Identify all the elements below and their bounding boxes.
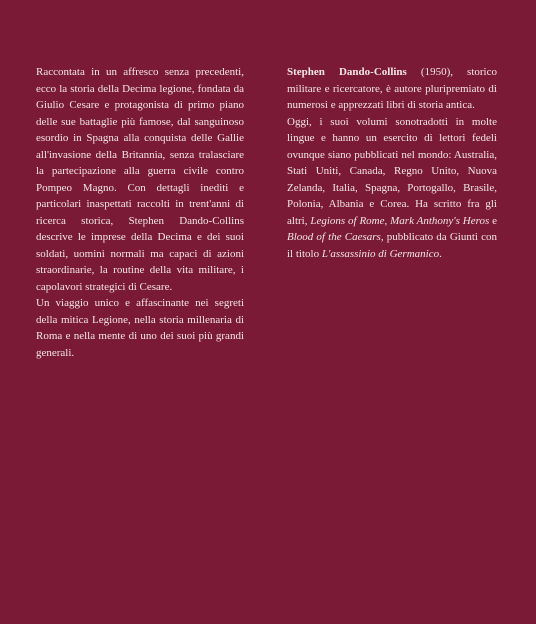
description-paragraph: Un viaggio unico e affascinante nei segreti della mitica Legione, nella storia millenaria di Roma e nella mente di uno dei suoi più grandi generali. [36, 297, 244, 359]
book-description [36, 64, 244, 361]
book-title: Mark Anthony's Heros [390, 214, 490, 227]
author-bio-text: . [439, 247, 442, 260]
author-bio-paragraph [287, 64, 497, 114]
separator: e [489, 214, 497, 227]
book-title: L'assassinio di Germanico [321, 247, 440, 260]
book-title: Blood of the Caesars [287, 231, 381, 243]
author-bio [287, 64, 497, 262]
author-bio-paragraph [287, 114, 497, 263]
separator: , [384, 214, 391, 227]
author-bio-text: (1950), storico militare e ricercatore, è autore pluripremiato di numerosi e apprezzati libri di storia antica. [287, 66, 497, 111]
description-paragraph: Raccontata in un affresco senza precedenti, ecco la storia della Decima legione, fondata da Giulio Cesare e protagonista di primo piano delle sue battaglie più famose, dal sanguinoso esordio in Spagna alla conquista delle Gallie all'invasione della Britannia, senza tralasciare la partecipazione alla guerra civile contro Pompeo Magno. Con dettagli inediti e particolari inaspettati raccolti in trent'anni di ricerca storica, Stephen Dando-Collins descrive le imprese della Decima e dei suoi soldati, uomini normali ma capaci di azioni straordinarie, la routine della vita militare, i capolavori strategici di Cesare. [36, 66, 244, 293]
author-bio-text: , pubblicato da Giunti con il titolo [287, 231, 497, 260]
author-name: Stephen Dando-Collins [287, 66, 407, 78]
author-bio-text: Oggi, i suoi volumi sonotradotti in molte lingue e hanno un esercito di lettori fedeli ovunque siano pubblicati nel mondo: Australia, Stati Uniti, Canada, Regno Unito, Nuova Zelanda, Italia, Spagna, Portogallo, Brasile, Polonia, Albania e Corea. Ha scritto fra gli altri, [287, 115, 497, 227]
book-title: Legions of Rome [310, 214, 385, 227]
